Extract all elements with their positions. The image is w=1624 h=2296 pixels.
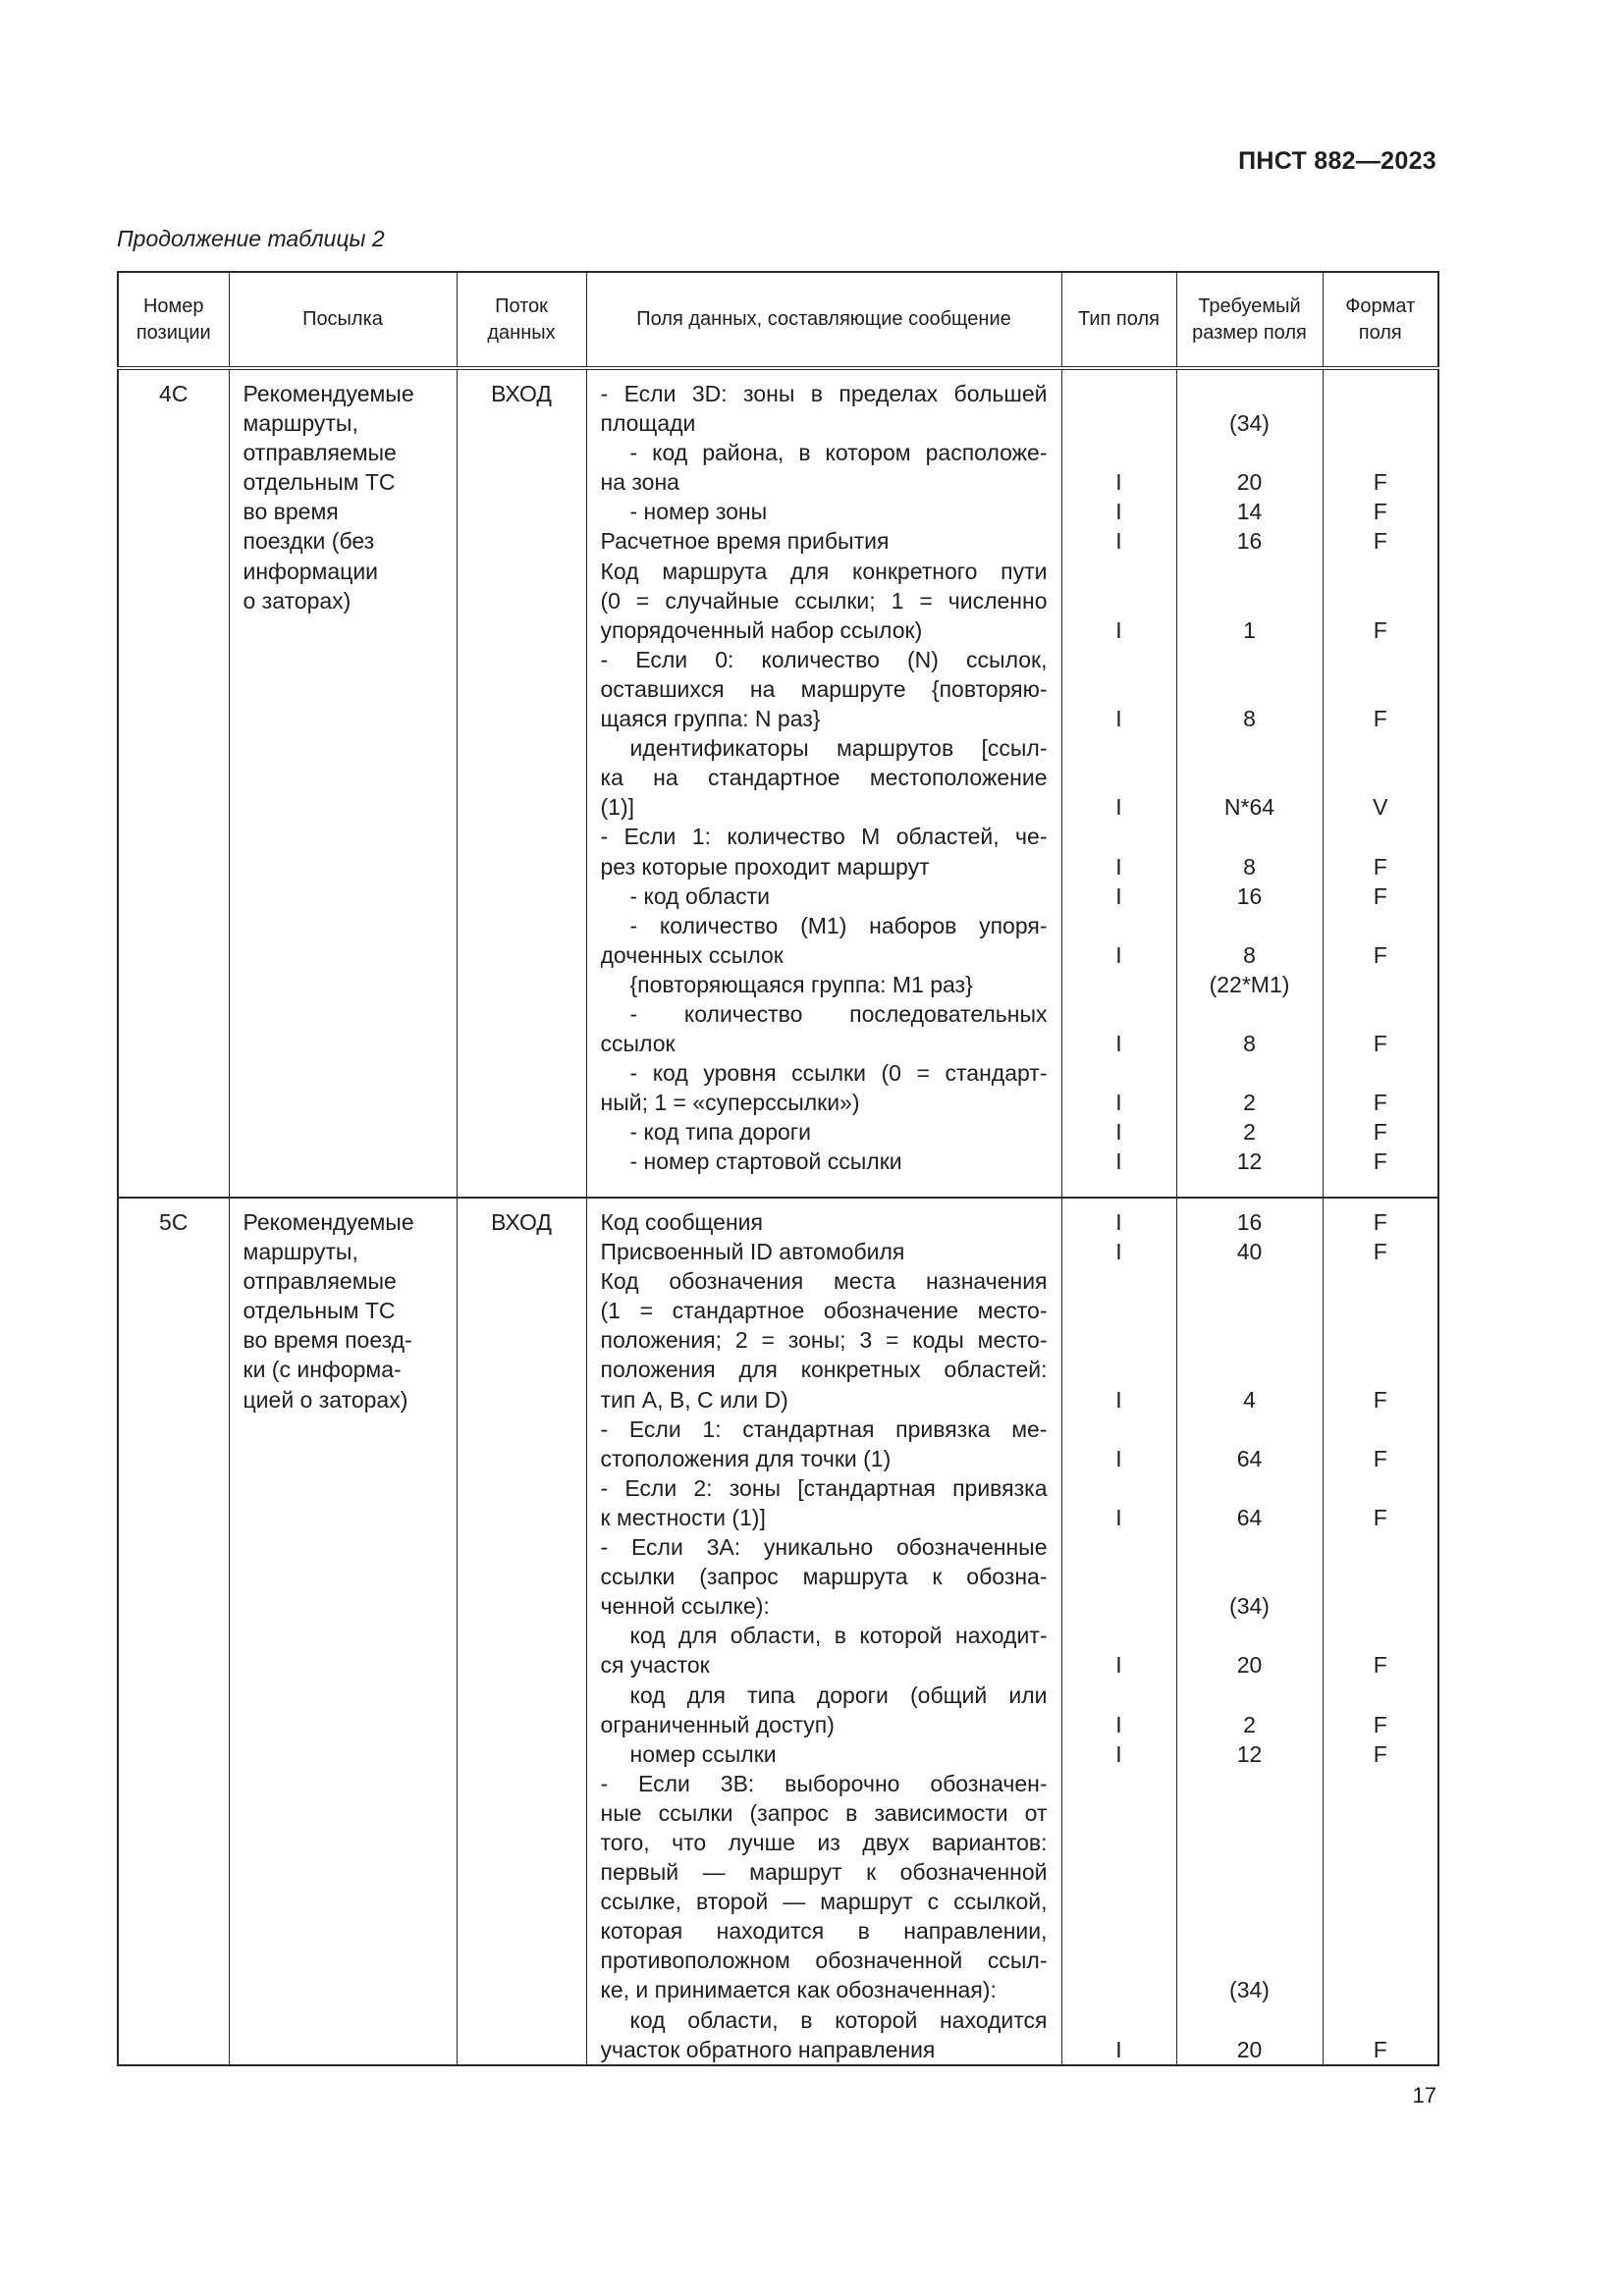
field-size: [1178, 1266, 1322, 1296]
field-type: I: [1115, 1031, 1122, 1057]
field-line: - код типа дороги: [629, 1119, 812, 1146]
cell-flow: ВХОД: [457, 368, 586, 1198]
header-fields: Поля данных, составляющие сообщение: [586, 272, 1061, 368]
cell-fields: [586, 368, 1061, 1198]
field-type: [1063, 1415, 1175, 1444]
field-format: F: [1373, 1445, 1387, 1471]
field-size: 8: [1243, 1031, 1256, 1057]
field-size: [1178, 379, 1322, 408]
field-type: [1063, 1946, 1175, 1975]
field-line: того, что лучше из двух вариантов:: [600, 1829, 1048, 1855]
field-format: [1325, 1621, 1437, 1650]
field-line: код для типа дороги (общий или: [629, 1682, 1048, 1708]
field-line: - количество последовательных: [629, 1000, 1048, 1027]
field-line: ссылки (запрос маршрута к обозна-: [600, 1564, 1048, 1590]
field-format: [1325, 1946, 1437, 1975]
cell-message: [229, 368, 457, 1198]
field-format: F: [1373, 499, 1387, 525]
field-type: [1063, 557, 1175, 586]
field-format: F: [1373, 941, 1387, 968]
field-type: [1063, 1266, 1175, 1296]
field-line: - Если 1: количество M областей, че-: [600, 824, 1048, 850]
field-type: I: [1115, 1652, 1122, 1679]
field-type: [1063, 822, 1175, 851]
field-line: тип A, B, C или D): [600, 1386, 788, 1413]
field-format: F: [1373, 528, 1387, 555]
header-flow: Поток данных: [457, 272, 586, 368]
field-format: F: [1373, 1209, 1387, 1235]
field-size: 12: [1236, 1740, 1263, 1767]
field-type: I: [1115, 1090, 1122, 1116]
field-type: I: [1115, 1740, 1122, 1767]
field-type: [1063, 1355, 1175, 1384]
field-type: I: [1115, 1386, 1122, 1413]
field-type: [1063, 1473, 1175, 1503]
cell-flow: ВХОД: [457, 1198, 586, 2065]
field-type: I: [1115, 794, 1122, 821]
field-format: [1325, 674, 1437, 704]
field-line: Расчетное время прибытия: [600, 528, 890, 555]
field-line: которая находится в направлении,: [600, 1918, 1048, 1945]
field-format: [1325, 1296, 1437, 1325]
message-line: Рекомендуемые: [243, 381, 414, 406]
field-type: [1063, 1887, 1175, 1916]
field-type: [1063, 1828, 1175, 1857]
field-line: на зона: [600, 469, 679, 496]
field-format: V: [1373, 794, 1388, 821]
table-row: [118, 1198, 1438, 2065]
field-size: [1178, 1058, 1322, 1088]
field-line: площади: [600, 410, 696, 437]
field-type: I: [1115, 1239, 1122, 1265]
field-line: первый — маршрут к обозначенной: [600, 1859, 1048, 1886]
field-line: ке, и принимается как обозначенная):: [600, 1977, 997, 2003]
field-format: F: [1373, 1090, 1387, 1116]
field-line: оставшихся на маршруте {повторяю-: [600, 675, 1048, 702]
field-size: [1178, 1562, 1322, 1591]
field-size: [1178, 1946, 1322, 1975]
cell-position: 4C: [118, 368, 229, 1198]
field-size: (34): [1229, 1593, 1270, 1620]
field-format: F: [1373, 1740, 1387, 1767]
field-line: - номер зоны: [629, 499, 768, 525]
field-size: [1178, 1828, 1322, 1857]
field-line: положения для конкретных областей:: [600, 1357, 1048, 1383]
field-line: идентификаторы маршрутов [ссыл-: [629, 735, 1048, 762]
field-format: [1325, 1058, 1437, 1088]
field-size: (22*M1): [1209, 971, 1290, 997]
field-size: 8: [1243, 706, 1256, 732]
message-line: Рекомендуемые: [243, 1209, 414, 1235]
field-format: [1325, 1975, 1437, 2004]
field-type: [1063, 438, 1175, 467]
field-size: [1178, 1887, 1322, 1916]
message-line: маршруты,: [243, 1239, 358, 1265]
field-line: ный; 1 = «суперссылки»): [600, 1090, 860, 1116]
field-line: - код области: [629, 882, 770, 909]
field-size: 8: [1243, 853, 1256, 880]
field-type: [1063, 1325, 1175, 1355]
field-size: 14: [1236, 499, 1263, 525]
field-format: F: [1373, 616, 1387, 643]
field-format: [1325, 379, 1437, 408]
field-size: 2: [1243, 1119, 1256, 1146]
field-format: F: [1373, 882, 1387, 909]
field-format: [1325, 1798, 1437, 1828]
field-type: I: [1115, 1209, 1122, 1235]
field-format: [1325, 822, 1437, 851]
field-format: F: [1373, 1148, 1387, 1175]
field-type: I: [1115, 882, 1122, 909]
field-size: 2: [1243, 1090, 1256, 1116]
field-type: I: [1115, 853, 1122, 880]
field-line: - Если 3D: зоны в пределах большей: [600, 381, 1048, 406]
cell-type: [1061, 368, 1176, 1198]
field-line: ссылок: [600, 1031, 676, 1057]
field-line: стоположения для точки (1): [600, 1445, 892, 1471]
field-type: [1063, 408, 1175, 438]
field-type: [1063, 645, 1175, 674]
field-size: 20: [1236, 469, 1263, 496]
field-format: [1325, 1591, 1437, 1621]
field-line: (0 = случайные ссылки; 1 = численно: [600, 587, 1048, 614]
data-table: [117, 271, 1439, 2066]
field-line: Код обозначения места назначения: [600, 1268, 1048, 1295]
field-size: [1178, 674, 1322, 704]
field-size: [1178, 1769, 1322, 1798]
field-type: [1063, 1857, 1175, 1887]
field-format: [1325, 1562, 1437, 1591]
field-size: [1178, 645, 1322, 674]
field-format: [1325, 1415, 1437, 1444]
field-format: [1325, 1887, 1437, 1916]
field-size: [1178, 2005, 1322, 2035]
field-format: [1325, 645, 1437, 674]
field-line: - Если 2: зоны [стандартная привязка: [600, 1474, 1048, 1501]
field-format: [1325, 1532, 1437, 1562]
field-line: щаяся группа: N раз}: [600, 706, 821, 732]
message-line: цией о заторах): [243, 1386, 408, 1413]
field-size: [1178, 1621, 1322, 1650]
field-size: [1178, 1857, 1322, 1887]
field-type: [1063, 1769, 1175, 1798]
field-line: (1)]: [600, 794, 634, 821]
page-number: 17: [1412, 2083, 1436, 2108]
field-size: 12: [1236, 1148, 1263, 1175]
header-size: Требуемый размер поля: [1176, 272, 1323, 368]
cell-size: [1176, 368, 1323, 1198]
table-caption: Продолжение таблицы 2: [117, 226, 385, 251]
table-header-row: [118, 272, 1438, 368]
field-size: 64: [1236, 1445, 1263, 1471]
message-line: о заторах): [243, 587, 352, 614]
message-line: маршруты,: [243, 410, 358, 437]
field-size: [1178, 1916, 1322, 1946]
field-format: F: [1373, 1386, 1387, 1413]
field-type: [1063, 1798, 1175, 1828]
field-type: [1063, 586, 1175, 615]
field-format: [1325, 557, 1437, 586]
header-format: Формат поля: [1323, 272, 1438, 368]
field-type: I: [1115, 706, 1122, 732]
field-size: [1178, 557, 1322, 586]
message-line: во время поезд-: [243, 1327, 412, 1354]
field-size: 20: [1236, 2036, 1263, 2062]
message-line: ки (с информа-: [243, 1357, 402, 1383]
field-size: [1178, 911, 1322, 940]
field-format: [1325, 2005, 1437, 2035]
field-size: 16: [1236, 528, 1263, 555]
field-type: [1063, 999, 1175, 1029]
field-line: Код маршрута для конкретного пути: [600, 558, 1048, 584]
field-size: 8: [1243, 941, 1256, 968]
field-size: [1178, 733, 1322, 763]
header-position: Номер позиции: [118, 272, 229, 368]
field-format: [1325, 1325, 1437, 1355]
field-line: ограниченный доступ): [600, 1711, 835, 1737]
field-line: участок обратного направления: [600, 2036, 936, 2062]
field-size: 64: [1236, 1504, 1263, 1530]
field-type: [1063, 1975, 1175, 2004]
field-format: [1325, 586, 1437, 615]
field-format: [1325, 438, 1437, 467]
field-line: ка на стандартное местоположение: [600, 765, 1048, 791]
field-line: ченной ссылке):: [600, 1593, 770, 1620]
header-type: Тип поля: [1061, 272, 1176, 368]
field-type: [1063, 1532, 1175, 1562]
cell-type: [1061, 1198, 1176, 2065]
cell-fields: [586, 1198, 1061, 2065]
document-code: ПНСТ 882—2023: [1238, 147, 1436, 175]
field-format: F: [1373, 706, 1387, 732]
field-type: [1063, 674, 1175, 704]
field-size: [1178, 1681, 1322, 1710]
field-type: I: [1115, 616, 1122, 643]
field-format: [1325, 408, 1437, 438]
field-size: [1178, 1415, 1322, 1444]
field-type: I: [1115, 469, 1122, 496]
field-type: I: [1115, 1711, 1122, 1737]
field-line: - Если 3A: уникально обозначенные: [600, 1534, 1048, 1561]
field-line: противоположном обозначенной ссыл-: [600, 1948, 1048, 1974]
message-line: отправляемые: [243, 1268, 397, 1295]
field-format: [1325, 999, 1437, 1029]
field-line: ся участок: [600, 1652, 710, 1679]
field-line: ссылке, второй — маршрут с ссылкой,: [600, 1889, 1048, 1915]
field-type: [1063, 1916, 1175, 1946]
field-type: [1063, 1296, 1175, 1325]
field-format: [1325, 1681, 1437, 1710]
field-size: [1178, 1355, 1322, 1384]
cell-format: [1323, 1198, 1438, 2065]
field-line: - Если 3B: выборочно обозначен-: [600, 1770, 1048, 1796]
field-format: F: [1373, 1239, 1387, 1265]
field-format: [1325, 1916, 1437, 1946]
field-line: - количество (M1) наборов упоря-: [629, 912, 1048, 938]
field-format: F: [1373, 1652, 1387, 1679]
field-format: [1325, 911, 1437, 940]
field-size: [1178, 1296, 1322, 1325]
field-size: [1178, 1798, 1322, 1828]
field-type: I: [1115, 528, 1122, 555]
field-line: номер ссылки: [629, 1740, 777, 1767]
cell-message: [229, 1198, 457, 2065]
header-message: Посылка: [229, 272, 457, 368]
cell-format: [1323, 368, 1438, 1198]
field-line: ные ссылки (запрос в зависимости от: [600, 1799, 1048, 1826]
field-size: [1178, 763, 1322, 792]
field-type: [1063, 1681, 1175, 1710]
field-type: [1063, 1621, 1175, 1650]
field-size: [1178, 1325, 1322, 1355]
field-type: I: [1115, 1119, 1122, 1146]
field-format: F: [1373, 853, 1387, 880]
field-size: [1178, 586, 1322, 615]
field-format: [1325, 1769, 1437, 1798]
field-size: 16: [1236, 882, 1263, 909]
field-line: Присвоенный ID автомобиля: [600, 1239, 905, 1265]
field-format: [1325, 733, 1437, 763]
field-format: F: [1373, 2036, 1387, 2062]
table-row: [118, 368, 1438, 1198]
field-size: [1178, 822, 1322, 851]
field-line: Код сообщения: [600, 1209, 763, 1235]
message-line: информации: [243, 558, 379, 584]
field-line: к местности (1)]: [600, 1504, 766, 1530]
message-line: отправляемые: [243, 440, 397, 466]
field-type: [1063, 1058, 1175, 1088]
field-type: [1063, 2005, 1175, 2035]
field-format: F: [1373, 1711, 1387, 1737]
field-size: 16: [1236, 1209, 1263, 1235]
field-format: [1325, 1355, 1437, 1384]
field-type: [1063, 733, 1175, 763]
field-line: - код района, в котором расположе-: [629, 440, 1048, 466]
field-format: [1325, 763, 1437, 792]
field-size: 4: [1243, 1386, 1256, 1413]
field-format: F: [1373, 469, 1387, 496]
field-type: [1063, 1562, 1175, 1591]
field-line: - номер стартовой ссылки: [629, 1148, 902, 1175]
field-line: код области, в которой находится: [629, 2006, 1048, 2033]
field-size: [1178, 1532, 1322, 1562]
field-type: I: [1115, 499, 1122, 525]
field-format: [1325, 1473, 1437, 1503]
field-format: F: [1373, 1031, 1387, 1057]
field-size: [1178, 999, 1322, 1029]
field-size: (34): [1229, 1977, 1270, 2003]
field-type: [1063, 1591, 1175, 1621]
field-size: N*64: [1223, 794, 1275, 821]
field-type: I: [1115, 1504, 1122, 1530]
cell-size: [1176, 1198, 1323, 2065]
message-line: отдельным ТС: [243, 469, 396, 496]
field-format: [1325, 1266, 1437, 1296]
field-line: доченных ссылок: [600, 941, 784, 968]
field-type: I: [1115, 941, 1122, 968]
field-format: F: [1373, 1119, 1387, 1146]
field-size: [1178, 1473, 1322, 1503]
field-type: [1063, 970, 1175, 999]
field-format: [1325, 970, 1437, 999]
field-line: рез которые проходит маршрут: [600, 853, 930, 880]
field-size: 20: [1236, 1652, 1263, 1679]
field-type: [1063, 379, 1175, 408]
field-format: F: [1373, 1504, 1387, 1530]
field-size: (34): [1229, 410, 1270, 437]
field-line: - Если 1: стандартная привязка ме-: [600, 1415, 1048, 1442]
field-line: код для области, в которой находит-: [629, 1623, 1048, 1649]
field-line: упорядоченный набор ссылок): [600, 616, 923, 643]
field-line: {повторяющаяся группа: M1 раз}: [629, 971, 973, 997]
field-line: - код уровня ссылки (0 = стандарт-: [629, 1060, 1048, 1087]
field-format: [1325, 1828, 1437, 1857]
field-type: I: [1115, 2036, 1122, 2062]
field-type: I: [1115, 1148, 1122, 1175]
field-line: положения; 2 = зоны; 3 = коды место-: [600, 1327, 1048, 1354]
field-format: [1325, 1857, 1437, 1887]
field-type: [1063, 911, 1175, 940]
field-size: 40: [1236, 1239, 1263, 1265]
message-line: поездки (без: [243, 528, 375, 555]
field-size: 1: [1243, 616, 1256, 643]
field-line: - Если 0: количество (N) ссылок,: [600, 646, 1048, 672]
message-line: отдельным ТС: [243, 1298, 396, 1324]
field-type: I: [1115, 1445, 1122, 1471]
message-line: во время: [243, 499, 339, 525]
field-size: [1178, 438, 1322, 467]
field-type: [1063, 763, 1175, 792]
field-size: 2: [1243, 1711, 1256, 1737]
cell-position: 5C: [118, 1198, 229, 2065]
field-line: (1 = стандартное обозначение место-: [600, 1298, 1048, 1324]
